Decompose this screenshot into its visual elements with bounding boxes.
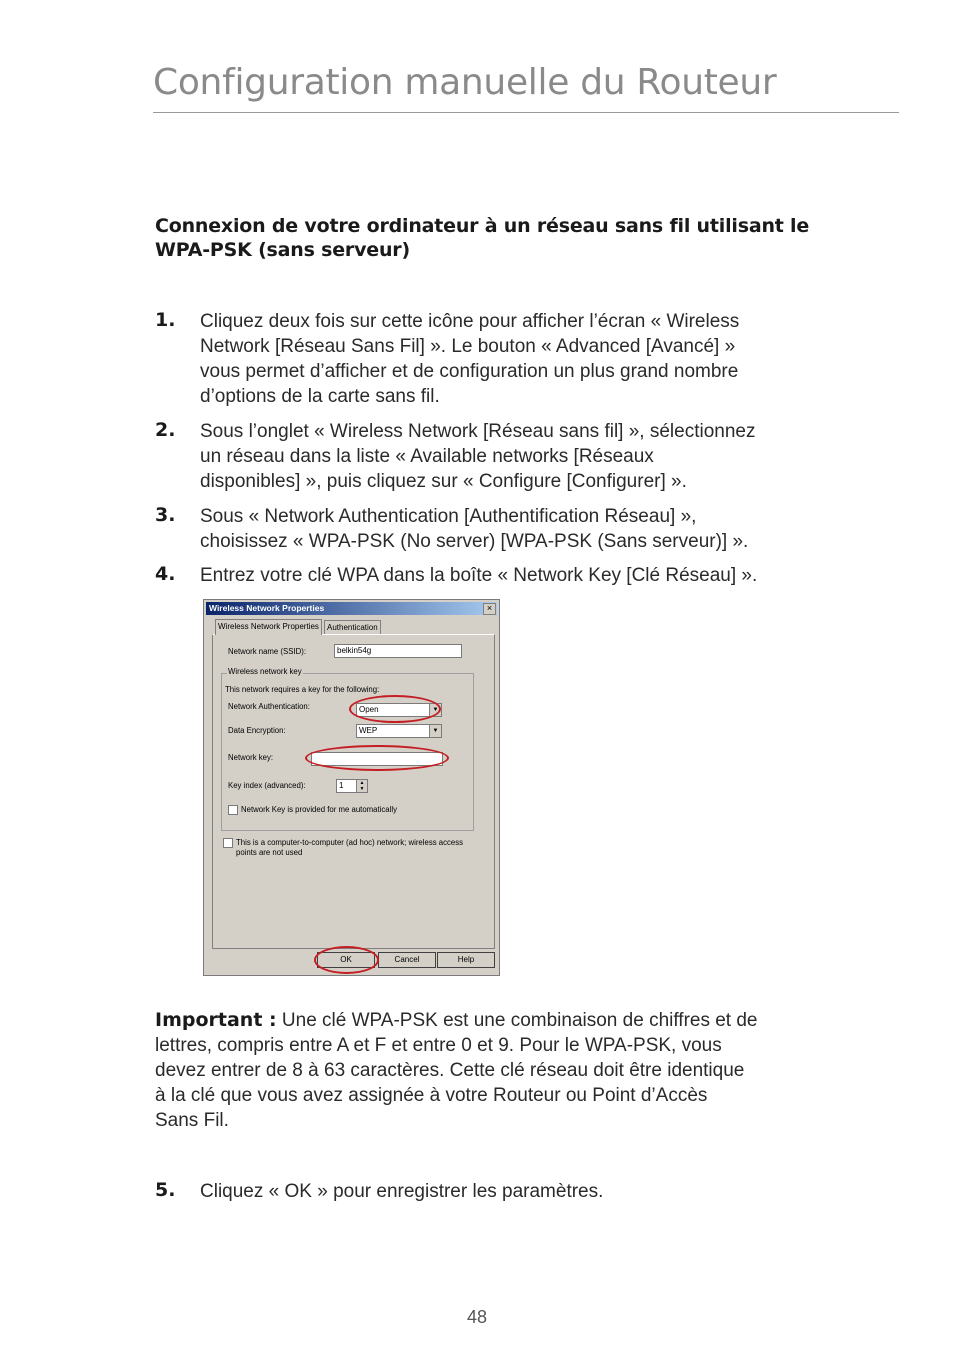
encryption-value: WEP [359,726,378,735]
highlight-ring-network-key [305,745,449,771]
tab-wireless-network-properties[interactable]: Wireless Network Properties [215,619,322,635]
step-line: Cliquez deux fois sur cette icône pour afficher l’écran « Wireless [200,311,740,332]
step-line: d’options de la carte sans fil. [200,386,440,407]
important-line: lettres, compris entre A et F et entre 0 et 9. Pour le WPA-PSK, vous [155,1035,722,1056]
auth-value: Open [359,705,379,714]
help-button[interactable]: Help [437,952,495,968]
step-number: 1. [155,309,176,331]
ssid-label: Network name (SSID): [228,647,306,656]
section-heading-line: Connexion de votre ordinateur à un réseau sans fil utilisant le [155,215,810,237]
dialog-titlebar [206,602,497,615]
important-line: Sans Fil. [155,1110,229,1131]
step-line: Sous l’onglet « Wireless Network [Réseau sans fil] », sélectionnez [200,421,756,442]
dialog-title: Wireless Network Properties [209,603,325,613]
title-divider [153,112,899,113]
close-icon[interactable]: × [483,603,496,615]
auto-key-label: Network Key is provided for me automatically [241,805,397,814]
auth-label: Network Authentication: [228,702,310,711]
step-line: un réseau dans la liste « Available networks [Réseaux [200,446,654,467]
step-line: Sous « Network Authentication [Authentification Réseau] », [200,506,697,527]
ssid-field[interactable]: belkin54g [334,644,462,658]
requires-key-text: This network requires a key for the following: [225,685,380,694]
important-note [155,1008,875,1133]
step-number: 2. [155,419,176,441]
page-number: 48 [466,1307,488,1327]
ok-button[interactable]: OK [317,952,375,968]
important-text: Une clé WPA-PSK est une combinaison de chiffres et de [276,1010,758,1031]
adhoc-label-line2: points are not used [236,848,303,857]
step-line: choisissez « WPA-PSK (No server) [WPA-PSK (Sans serveur)] ». [200,531,749,552]
step-text [200,504,875,554]
highlight-ring-authentication [349,695,441,723]
adhoc-checkbox[interactable] [223,838,233,848]
data-encryption-select[interactable] [356,724,442,738]
spinner-arrows-icon[interactable]: ▲ ▼ [356,780,367,792]
step-line: vous permet d’afficher et de configuration un plus grand nombre [200,361,739,382]
page-title: Configuration manuelle du Routeur [153,62,777,103]
tab-panel [212,634,495,949]
chevron-down-icon[interactable]: ▼ [429,725,441,737]
section-heading [155,214,855,262]
chevron-down-icon[interactable]: ▼ [429,704,441,716]
step-number: 5. [155,1179,176,1201]
wireless-properties-dialog [203,599,500,976]
network-key-label: Network key: [228,753,274,762]
step-text [200,309,875,409]
step-number: 4. [155,563,176,585]
key-index-stepper[interactable] [336,779,368,793]
important-line: devez entrer de 8 à 63 caractères. Cette clé réseau doit être identique [155,1060,745,1081]
important-label: Important : [155,1009,277,1031]
important-line: à la clé que vous avez assignée à votre Routeur ou Point d’Accès [155,1085,708,1106]
step-line: Entrez votre clé WPA dans la boîte « Network Key [Clé Réseau] ». [200,565,758,586]
highlight-ring-ok [314,946,379,974]
tab-authentication[interactable]: Authentication [324,620,381,635]
step-text [200,1179,875,1204]
step-text [200,563,875,588]
encryption-label: Data Encryption: [228,726,286,735]
key-index-label: Key index (advanced): [228,781,306,790]
important-first-line [155,1008,875,1033]
cancel-button[interactable]: Cancel [378,952,436,968]
key-index-value: 1 [339,781,344,790]
adhoc-label-line1: This is a computer-to-computer (ad hoc) network; wireless access [236,838,464,847]
step-line: Network [Réseau Sans Fil] ». Le bouton « Advanced [Avancé] » [200,336,736,357]
auto-key-checkbox[interactable] [228,805,238,815]
step-number: 3. [155,504,176,526]
group-label: Wireless network key [228,667,302,676]
section-heading-line: WPA-PSK (sans serveur) [155,239,410,261]
step-line: disponibles] », puis cliquez sur « Configure [Configurer] ». [200,471,687,492]
step-line: Cliquez « OK » pour enregistrer les paramètres. [200,1181,604,1202]
step-text [200,419,875,494]
